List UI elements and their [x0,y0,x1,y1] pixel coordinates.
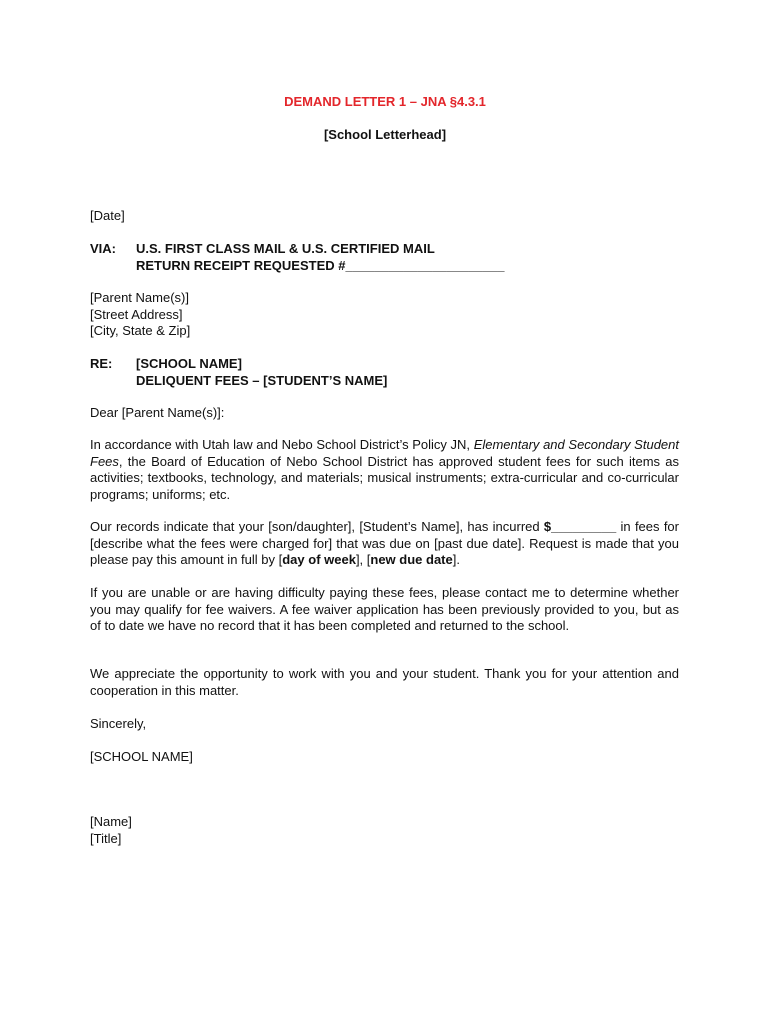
via-block [90,241,680,275]
via-line-2: RETURN RECEIPT REQUESTED #______________________ [136,257,505,273]
paragraph-fees-text-2: in fees for [describe what the fees were charged for] that was due on [past due date]. Request is made that you please pay this amount in full by [ [90,519,679,567]
recipient-address [90,290,680,340]
signature-name: [Name] [90,814,132,829]
signature-block [90,814,680,847]
recipient-city: [City, State & Zip] [90,323,191,338]
fee-amount: $_________ [543,519,617,534]
payment-day: day of week [282,552,356,567]
closing: Sincerely, [90,716,147,731]
via-label: VIA: [90,241,116,256]
via-line-1: U.S. FIRST CLASS MAIL & U.S. CERTIFIED MAIL [136,241,435,256]
paragraph-policy [90,437,679,503]
recipient-name: [Parent Name(s)] [90,290,189,305]
paragraph-fees-text-4: ]. [452,552,460,567]
letterhead-placeholder: [School Letterhead] [323,127,447,142]
paragraph-fees-text-1: Our records indicate that your [son/daughter], [Student’s Name], has incurred [90,519,544,534]
closing-school-name: [SCHOOL NAME] [90,749,193,764]
policy-title: Elementary and Secondary Student Fees [90,437,679,469]
recipient-street: [Street Address] [90,306,183,322]
date-placeholder: [Date] [90,208,125,223]
letter-title: DEMAND LETTER 1 – JNA §4.3.1 [284,94,486,109]
re-content [136,356,387,389]
paragraph-policy-text-2: , the Board of Education of Nebo School District has approved student fees for such items as activities; textbooks, technology, and materials; musical instruments; extra-curricular and co-curricular programs; uniforms; etc. [90,453,679,502]
paragraph-fees-text-3: ], [ [355,552,371,567]
re-line-2: DELIQUENT FEES – [STUDENT’S NAME] [136,372,388,388]
paragraph-policy-text-1: In accordance with Utah law and Nebo School District’s Policy JN, [90,437,474,452]
new-due-date: new due date [370,552,453,567]
re-block [90,356,680,390]
paragraph-fees [90,519,679,569]
paragraph-appreciation: We appreciate the opportunity to work with you and your student. Thank you for your attention and cooperation in this matter. [90,666,679,698]
via-content [136,241,505,274]
signature-title: [Title] [90,830,122,846]
paragraph-waiver: If you are unable or are having difficulty paying these fees, please contact me to determine whether you may qualify for fee waivers. A fee waiver application has been previously provided to you, but as of to date we have no record that it has been completed and returned to the school. [90,585,679,633]
salutation: Dear [Parent Name(s)]: [90,405,225,420]
re-line-1: [SCHOOL NAME] [136,356,242,371]
re-label: RE: [90,356,113,371]
